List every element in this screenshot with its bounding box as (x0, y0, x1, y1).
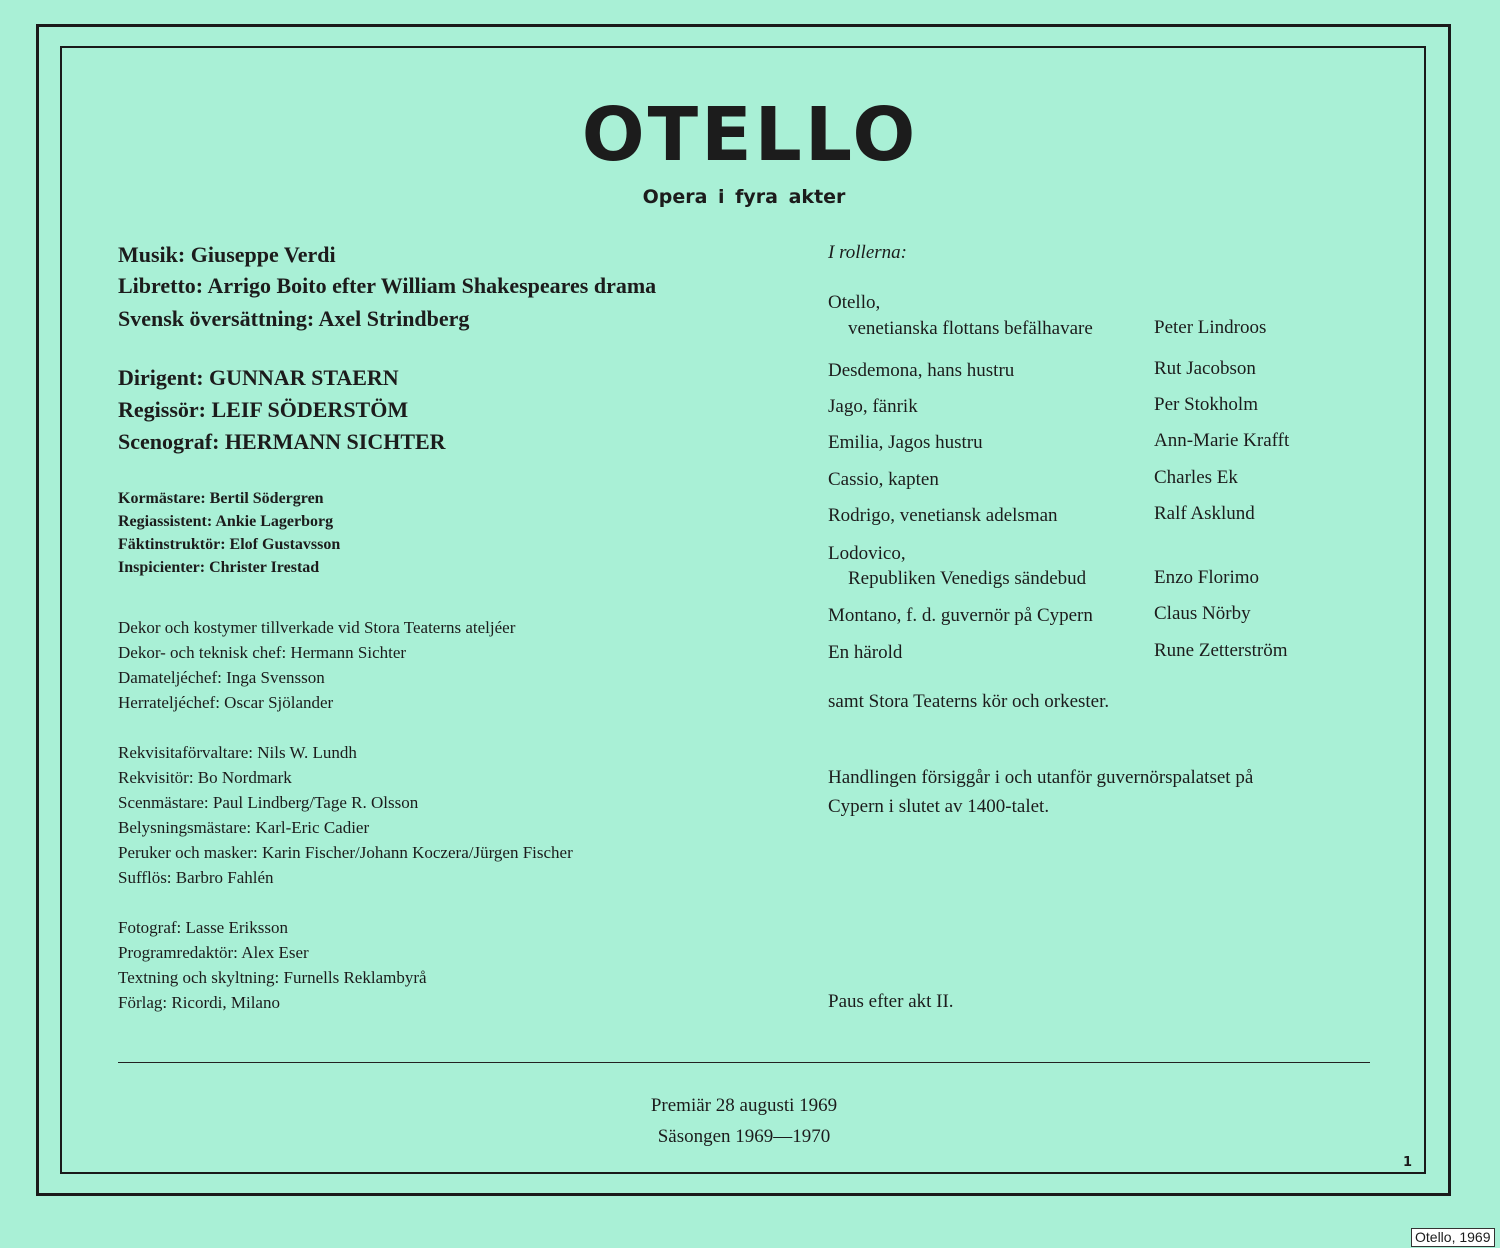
technical-line: Belysningsmästare: Karl-Eric Cadier (118, 818, 370, 837)
role-name: Rodrigo, venetiansk adelsman (828, 505, 1058, 526)
technical-line: Scenmästare: Paul Lindberg/Tage R. Olsson (118, 793, 419, 812)
page-title: OTELLO (581, 92, 919, 178)
technical-line: Rekvisitaförvaltare: Nils W. Lundh (118, 743, 357, 762)
credit-value: Giuseppe Verdi (190, 242, 336, 267)
chorus-line: samt Stora Teaterns kör och orkester. (828, 691, 1110, 712)
technical-line: Rekvisitör: Bo Nordmark (118, 768, 292, 787)
actor-name: Charles Ek (1154, 467, 1238, 488)
credit-dirigent (118, 367, 399, 389)
role-description: Republiken Venedigs sändebud (848, 568, 1087, 589)
workshop-line: Herrateljéchef: Oscar Sjölander (118, 693, 334, 712)
setting-line: Cypern i slutet av 1400-talet. (828, 796, 1050, 817)
credit-label: Dirigent: (118, 365, 204, 390)
publishing-line: Förlag: Ricordi, Milano (118, 993, 280, 1012)
credit-value: Arrigo Boito efter William Shakespeares drama (207, 273, 657, 298)
role-name: Lodovico, (828, 543, 906, 564)
credit-label: Scenograf: (118, 429, 220, 454)
page-subtitle: Opera i fyra akter (642, 186, 846, 208)
role-name: Cassio, kapten (828, 469, 939, 490)
credit-value: HERMANN SICHTER (224, 429, 446, 454)
assistant-line: Fäktinstruktör: Elof Gustavsson (118, 536, 341, 553)
role-name: Jago, fänrik (828, 396, 918, 417)
role-name: Otello, (828, 292, 881, 313)
page-number: 1 (1403, 1155, 1413, 1170)
divider-rule (118, 1062, 1370, 1063)
actor-name: Enzo Florimo (1154, 567, 1260, 588)
setting-line: Handlingen försiggår i och utanför guvernörspalatset på (828, 767, 1254, 788)
credit-libretto (118, 275, 656, 297)
image-caption: Otello, 1969 (1411, 1228, 1495, 1247)
technical-line: Sufflös: Barbro Fahlén (118, 868, 274, 887)
assistant-line: Inspicienter: Christer Irestad (118, 559, 320, 576)
actor-name: Claus Nörby (1154, 603, 1251, 624)
role-name: Emilia, Jagos hustru (828, 432, 983, 453)
publishing-line: Programredaktör: Alex Eser (118, 943, 309, 962)
actor-name: Peter Lindroos (1154, 317, 1267, 338)
credit-label: Libretto: (118, 273, 204, 298)
workshop-line: Dekor och kostymer tillverkade vid Stora Teaterns ateljéer (118, 618, 516, 637)
publishing-line: Textning och skyltning: Furnells Reklambyrå (118, 968, 427, 987)
credit-translation (118, 308, 469, 330)
actor-name: Rune Zetterström (1154, 640, 1288, 661)
credit-value: LEIF SÖDERSTÖM (211, 397, 409, 422)
credit-label: Musik: (118, 242, 186, 267)
workshop-line: Damateljéchef: Inga Svensson (118, 668, 325, 687)
role-name: Desdemona, hans hustru (828, 360, 1015, 381)
credit-regissor (118, 399, 408, 421)
role-name: En härold (828, 642, 903, 663)
credit-label: Regissör: (118, 397, 206, 422)
workshop-line: Dekor- och teknisk chef: Hermann Sichter (118, 643, 407, 662)
role-description: venetianska flottans befälhavare (848, 318, 1093, 339)
credit-scenograf (118, 431, 446, 453)
cast-heading: I rollerna: (828, 242, 907, 263)
assistant-line: Regiassistent: Ankie Lagerborg (118, 513, 334, 530)
intermission-note: Paus efter akt II. (828, 991, 954, 1012)
actor-name: Per Stokholm (1154, 394, 1258, 415)
publishing-line: Fotograf: Lasse Eriksson (118, 918, 288, 937)
credit-musik (118, 244, 336, 266)
actor-name: Ralf Asklund (1154, 503, 1255, 524)
role-name: Montano, f. d. guvernör på Cypern (828, 605, 1093, 626)
credit-value: Axel Strindberg (318, 306, 470, 331)
premiere-date: Premiär 28 augusti 1969 (650, 1095, 838, 1116)
assistant-line: Kormästare: Bertil Södergren (118, 490, 324, 507)
actor-name: Ann-Marie Krafft (1154, 430, 1290, 451)
credit-label: Svensk översättning: (118, 306, 315, 331)
actor-name: Rut Jacobson (1154, 358, 1256, 379)
season: Säsongen 1969—1970 (657, 1126, 831, 1147)
technical-line: Peruker och masker: Karin Fischer/Johann Koczera/Jürgen Fischer (118, 843, 573, 862)
credit-value: GUNNAR STAERN (209, 365, 399, 390)
